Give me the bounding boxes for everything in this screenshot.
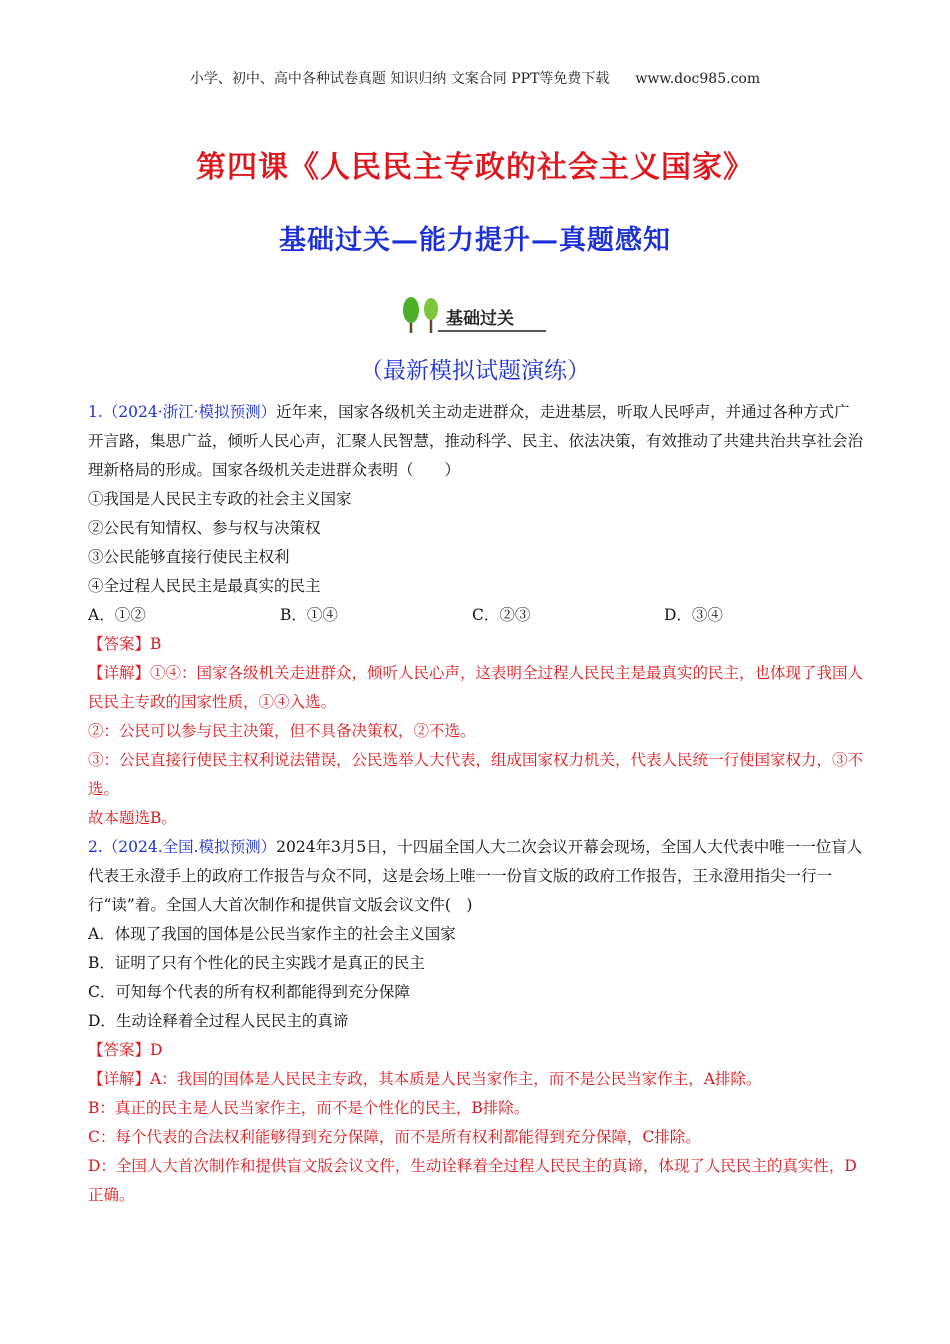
question-2-option-b: B．证明了只有个性化的民主实践才是真正的民主 [88,954,425,972]
question-2-option-c: C．可知每个代表的所有权利都能得到充分保障 [88,983,410,1001]
question-1-analysis: 故本题选B。 [88,809,177,827]
questions-content [88,398,864,1210]
question-1-option-b: B．①④ [280,606,338,624]
question-1-number: 1. [88,403,103,421]
question-1-statement: ①我国是人民民主专政的社会主义国家 [88,490,352,508]
question-1-answer: 【答案】B [88,635,162,653]
page-title: 第四课《人民民主专政的社会主义国家》 [196,150,754,185]
question-1-option-d: D．③④ [664,606,723,624]
tree-icon [398,296,444,334]
question-1-analysis: 【详解】①④：国家各级机关走进群众，倾听人民心声，这表明全过程人民民主是最真实的民主，也体现了我国人民民主专政的国家性质，①④入选。 [88,664,864,711]
question-2-number: 2. [88,838,103,856]
question-2-analysis: C：每个代表的合法权利能够得到充分保障，而不是所有权利都能得到充分保障，C排除。 [88,1128,701,1146]
section-badge-label: 基础过关 [446,309,514,329]
question-1-analysis: ③：公民直接行使民主权利说法错误，公民选举人大代表，组成国家权力机关，代表人民统一行使国家权力，③不选。 [88,751,864,798]
page-header [0,68,950,88]
header-site-link[interactable]: www.doc985.com [635,71,761,87]
page-subtitle: 基础过关—能力提升—真题感知 [279,225,671,256]
question-1-analysis: ②：公民可以参与民主决策，但不具备决策权，②不选。 [88,722,476,740]
section-badge [398,296,548,336]
question-2-stem [88,833,864,920]
question-1-statement: ③公民能够直接行使民主权利 [88,548,290,566]
question-1-option-c: C．②③ [472,606,531,624]
question-2-analysis: B：真正的民主是人民当家作主，而不是个性化的民主，B排除。 [88,1099,530,1117]
question-1-statement: ②公民有知情权、参与权与决策权 [88,519,321,537]
question-2-text: 2024年3月5日，十四届全国人大二次会议开幕会现场，全国人大代表中唯一一位盲人代表王永澄手上的政府工作报告与众不同，这是会场上唯一一份盲文版的政府工作报告，王永澄用指尖一行一行“读”着。全国人大首次制作和提供盲文版会议文件( ) [88,838,863,914]
question-2-answer: 【答案】D [88,1041,163,1059]
section-badge-underline [438,330,546,332]
question-2-analysis: 【详解】A：我国的国体是人民民主专政，其本质是人民当家作主，而不是公民当家作主，A排除。 [88,1070,762,1088]
question-2-source: （2024.全国.模拟预测） [102,838,277,856]
question-1-stem [88,398,864,485]
section-heading: （最新模拟试题演练） [360,358,590,384]
header-text: 小学、初中、高中各种试卷真题 知识归纳 文案合同 PPT等免费下载 [189,71,610,87]
question-2-analysis: D：全国人大首次制作和提供盲文版会议文件，生动诠释着全过程人民民主的真谛，体现了人民民主的真实性，D正确。 [88,1157,857,1204]
question-2-option-d: D．生动诠释着全过程人民民主的真谛 [88,1012,349,1030]
question-2-option-a: A．体现了我国的国体是公民当家作主的社会主义国家 [88,925,456,943]
question-1-options [88,601,864,630]
question-1-text: 近年来，国家各级机关主动走进群众，走进基层，听取人民呼声，并通过各种方式广开言路，集思广益，倾听人民心声，汇聚人民智慧，推动科学、民主、依法决策，有效推动了共建共治共享社会治理新格局的形成。国家各级机关走进群众表明（ ） [88,403,864,479]
question-1-option-a: A．①② [88,606,146,624]
question-1-statement: ④全过程人民民主是最真实的民主 [88,577,321,595]
question-1-source: （2024·浙江·模拟预测） [102,403,277,421]
